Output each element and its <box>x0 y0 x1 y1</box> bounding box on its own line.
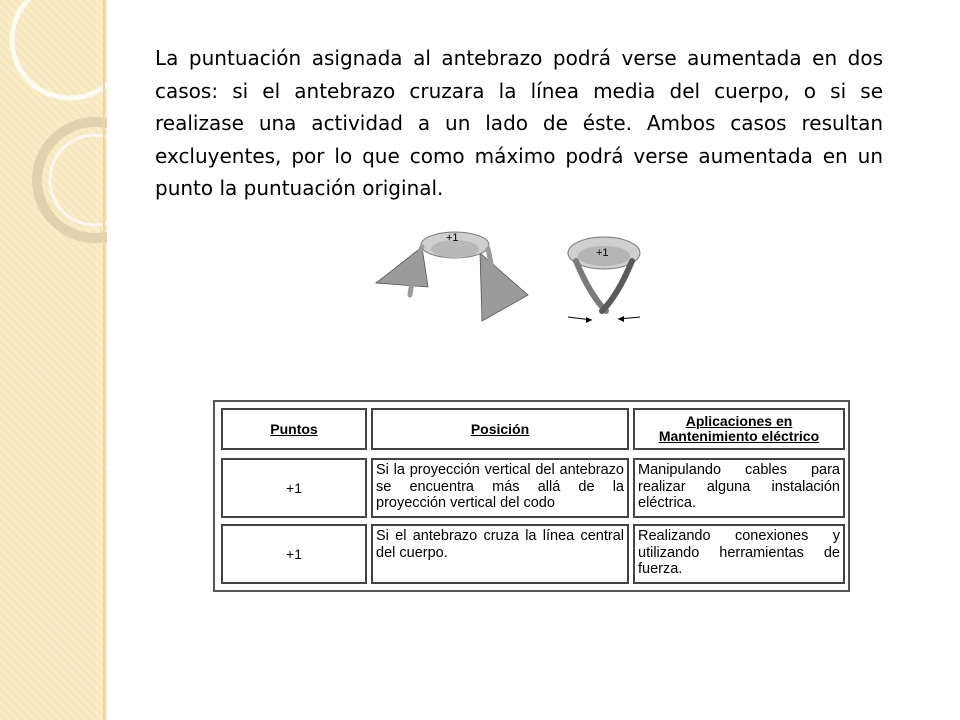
row1-position: Si la proyección vertical del antebrazo se encuentra más allá de la proyección vertical del codo <box>371 458 629 518</box>
decorative-circles <box>0 0 107 720</box>
body-paragraph: La puntuación asignada al antebrazo podrá verse aumentada en dos casos: si el antebrazo cruzara la línea media del cuerpo, o si se realizase una actividad a un lado de éste. Ambos casos resultan excluyentes, por lo que como máximo podrá verse aumentada en un punto la puntuación original. <box>155 46 883 200</box>
row1-application: Manipulando cables para realizar alguna instalación eléctrica. <box>633 458 845 518</box>
header-posicion: Posición <box>371 408 629 450</box>
forearm-figure <box>370 225 650 345</box>
row2-position: Si el antebrazo cruza la línea central del cuerpo. <box>371 524 629 584</box>
figure-label-right: +1 <box>596 247 609 259</box>
forearm-illustration <box>370 225 650 345</box>
header-puntos: Puntos <box>221 408 367 450</box>
figure-label-left: +1 <box>446 232 459 244</box>
decorative-sidebar <box>0 0 107 720</box>
sidebar-divider <box>103 0 105 720</box>
header-aplicaciones: Aplicaciones en Mantenimiento eléctrico <box>633 408 845 450</box>
row1-points: +1 <box>221 458 367 518</box>
row2-application: Realizando conexiones y utilizando herramientas de fuerza. <box>633 524 845 584</box>
scoring-table <box>213 400 850 592</box>
row2-points: +1 <box>221 524 367 584</box>
